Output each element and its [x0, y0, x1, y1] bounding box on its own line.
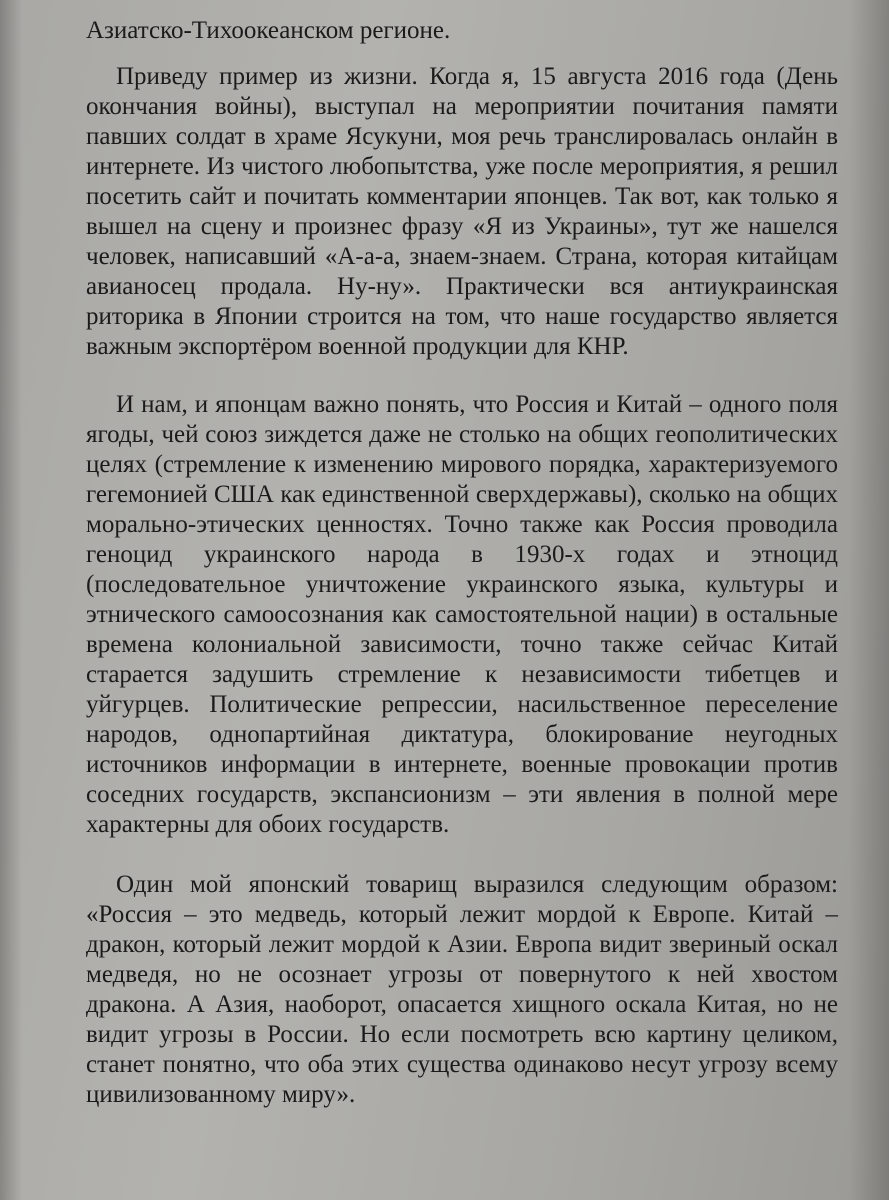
paragraph-4: Один мой японский товарищ выразился следующим образом: «Россия – это медведь, который лежит мордой к Европе. Китай – дракон, который лежит мордой к Азии. Европа видит звериный оскал медведя, но не осознает угрозы от повернутого к ней хвостом дракона. А Азия, наоборот, опасается хищного оскала Китая, но не видит угрозы в России. Но если посмотреть всю картину целиком, станет понятно, что оба этих существа одинаково несут угрозу всему цивилизованному миру».: [86, 871, 838, 1108]
paragraph-2: Приведу пример из жизни. Когда я, 15 августа 2016 года (День окончания войны), выступал на мероприятии почитания памяти павших солдат в храме Ясукуни, моя речь транслировалась онлайн в интернете. Из чистого любопытства, уже после мероприятия, я решил посетить сайт и почитать комментарии японцев. Так вот, как только я вышел на сцену и произнес фразу «Я из Украины», тут же нашелся человек, написавший «А-а-а, знаем-знаем. Страна, которая китайцам авианосец продала. Ну-ну». Практически вся антиукраинская риторика в Японии строится на том, что наше государство является важным экспортёром военной продукции для КНР.: [86, 63, 838, 360]
paragraph-3: И нам, и японцам важно понять, что Россия и Китай – одного поля ягоды, чей союз зиждется даже не столько на общих геополитических целях (стремление к изменению мирового порядка, характеризуемого гегемонией США как единственной сверхдержавы), сколько на общих морально-этических ценностях. Точно также как Россия проводила геноцид украинского народа в 1930-х годах и этноцид (последовательное уничтожение украинского языка, культуры и этнического самоосознания как самостоятельной нации) в остальные времена колониальной зависимости, точно также сейчас Китай старается задушить стремление к независимости тибетцев и уйгурцев. Политические репрессии, насильственное переселение народов, однопартийная диктатура, блокирование неугодных источников информации в интернете, военные провокации против соседних государств, экспансионизм – эти явления в полной мере характерны для обоих государств.: [86, 391, 838, 838]
paragraph-1: Азиатско-Тихоокеанском регионе.: [86, 17, 451, 44]
page-text: [86, 16, 838, 1110]
